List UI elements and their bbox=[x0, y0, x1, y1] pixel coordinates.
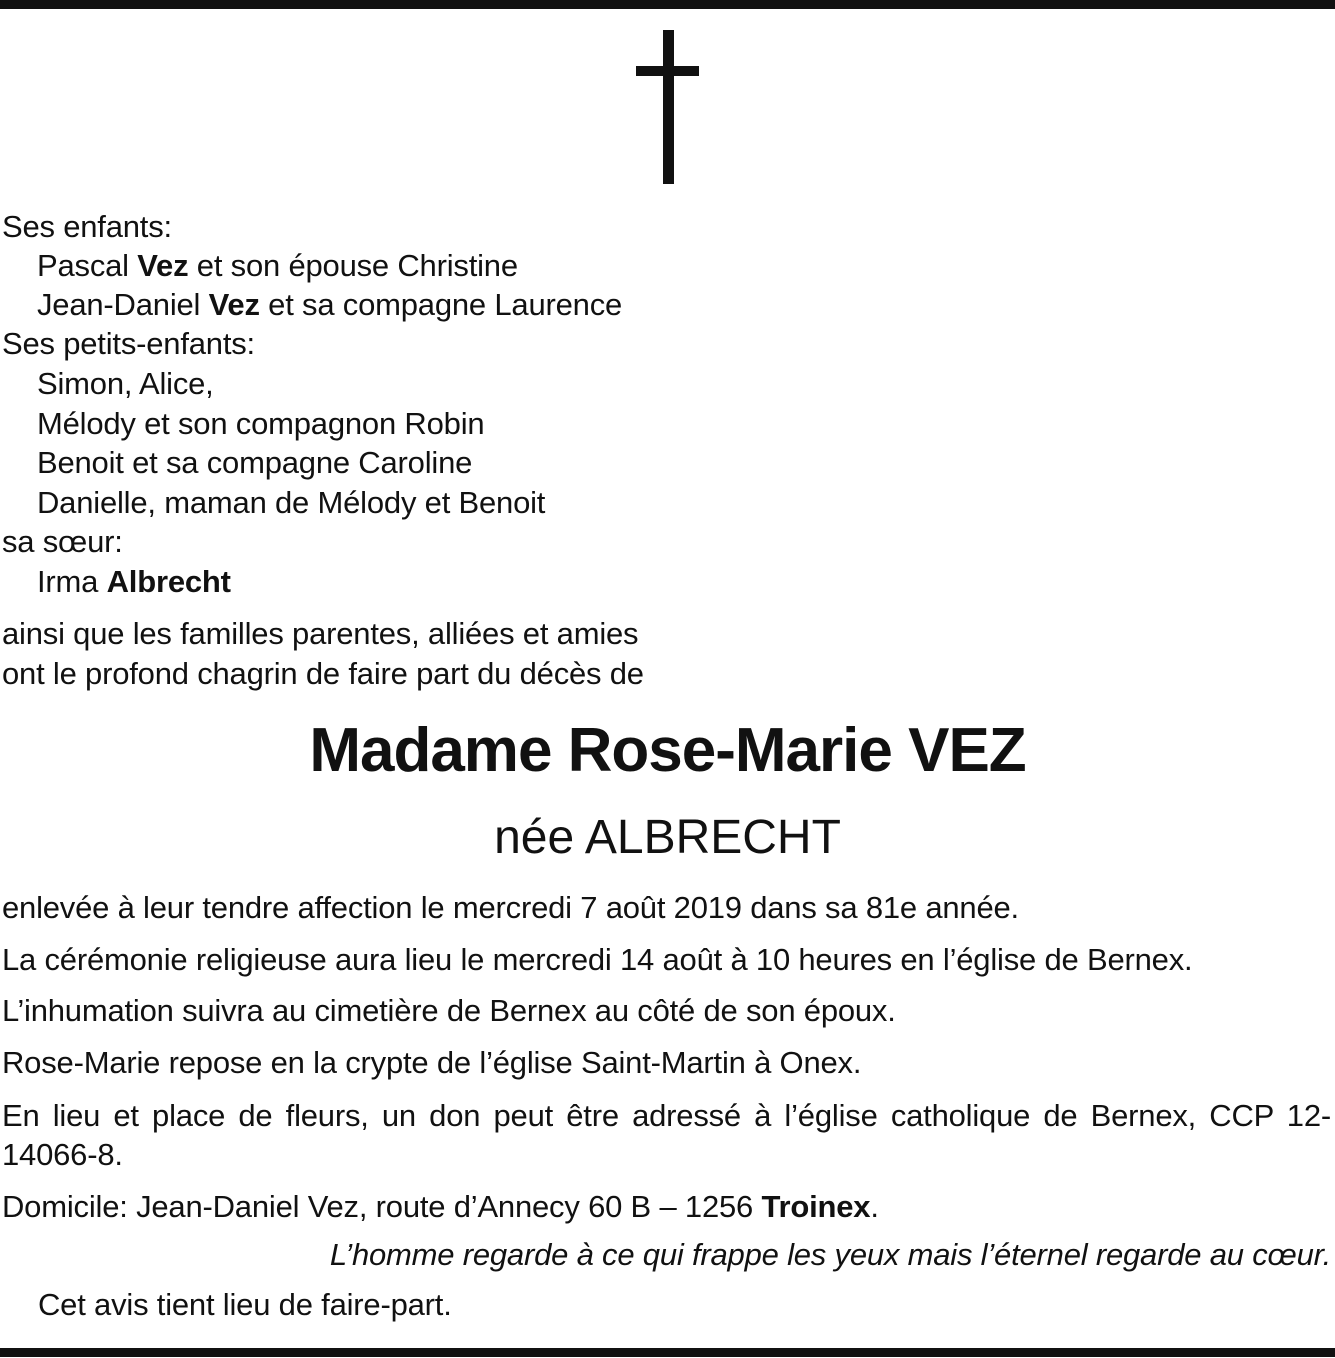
closing-note: Cet avis tient lieu de faire-part. bbox=[38, 1287, 452, 1322]
donation-note: En lieu et place de fleurs, un don peut être adressé à l’église catholique de Bernex, CCP 12-14066-8. bbox=[2, 1098, 1331, 1172]
grandchild-line: Mélody et son compagnon Robin bbox=[37, 406, 485, 441]
announcement-line: ont le profond chagrin de faire part du décès de bbox=[2, 656, 644, 691]
maiden-name: née ALBRECHT bbox=[494, 811, 841, 864]
detail-line: Rose-Marie repose en la crypte de l’église Saint-Martin à Onex. bbox=[2, 1045, 862, 1080]
grandchild-line: Simon, Alice, bbox=[37, 366, 214, 401]
detail-line: L’inhumation suivra au cimetière de Bernex au côté de son époux. bbox=[2, 993, 896, 1028]
cross-icon bbox=[0, 0, 1335, 200]
detail-line: enlevée à leur tendre affection le mercredi 7 août 2019 dans sa 81e année. bbox=[2, 890, 1019, 925]
child-pascal: Pascal Vez et son épouse Christine bbox=[37, 248, 518, 283]
announcement-line: ainsi que les familles parentes, alliées et amies bbox=[2, 616, 639, 651]
sister-heading: sa sœur: bbox=[2, 524, 123, 559]
grandchildren-heading: Ses petits-enfants: bbox=[2, 326, 255, 361]
deceased-name: Madame Rose-Marie VEZ bbox=[309, 716, 1026, 785]
grandchild-line: Benoit et sa compagne Caroline bbox=[37, 445, 473, 480]
sister-irma: Irma Albrecht bbox=[37, 564, 231, 599]
domicile-line: Domicile: Jean-Daniel Vez, route d’Annecy 60 B – 1256 Troinex. bbox=[2, 1189, 879, 1224]
grandchild-line: Danielle, maman de Mélody et Benoit bbox=[37, 485, 546, 520]
bible-quote: L’homme regarde à ce qui frappe les yeux mais l’éternel regarde au cœur. bbox=[329, 1237, 1331, 1272]
child-jean-daniel: Jean-Daniel Vez et sa compagne Laurence bbox=[37, 287, 623, 322]
detail-line: La cérémonie religieuse aura lieu le mercredi 14 août à 10 heures en l’église de Bernex. bbox=[2, 942, 1193, 977]
bottom-rule bbox=[0, 1348, 1335, 1357]
children-heading: Ses enfants: bbox=[2, 209, 172, 244]
